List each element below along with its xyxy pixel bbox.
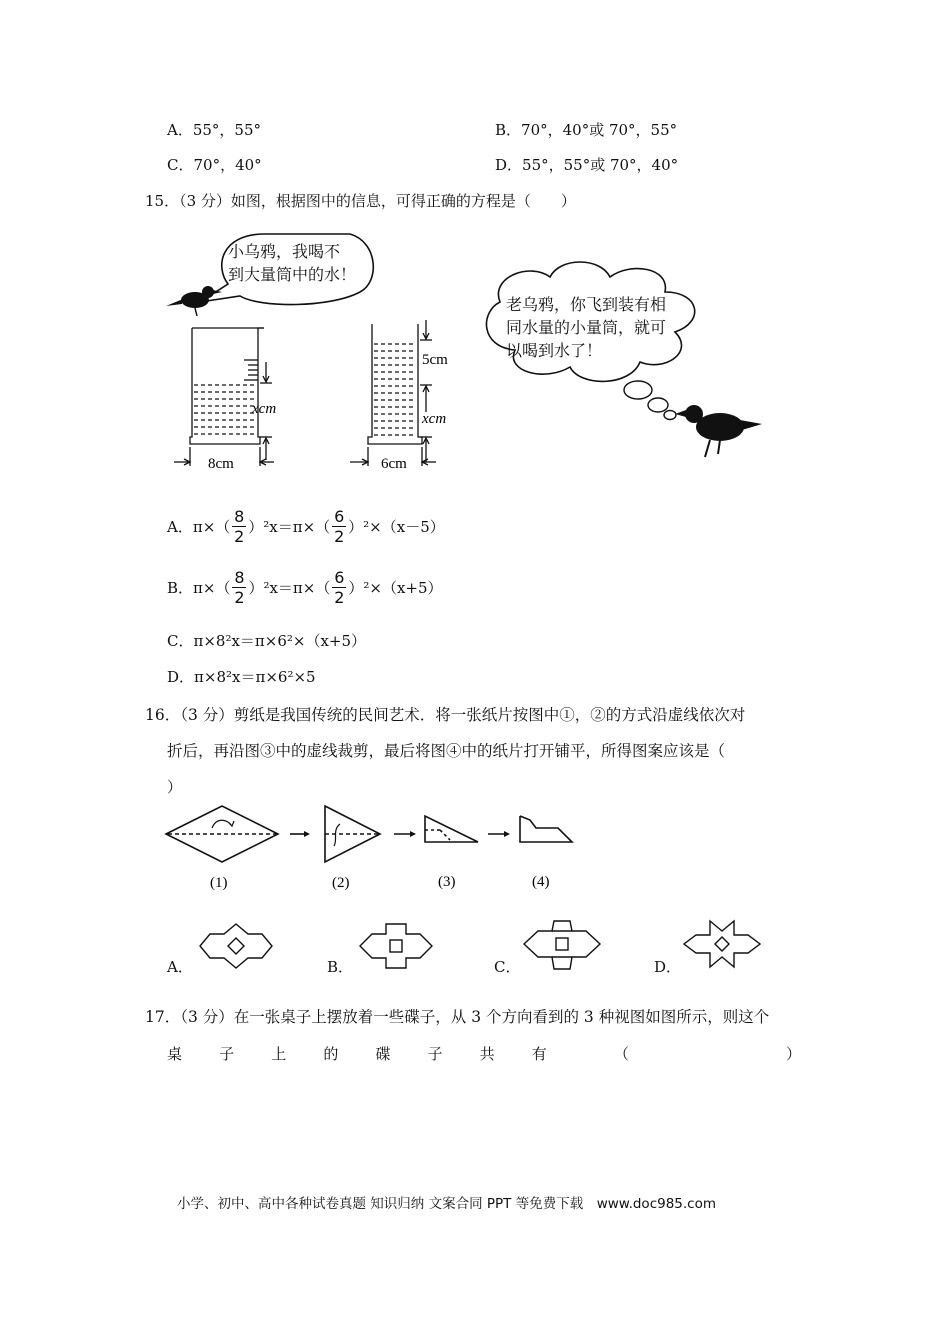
q17-stem-line1: 17．（3 分）在一张桌子上摆放着一些碟子，从 3 个方向看到的 3 种视图如图所示，则这个 [145,1008,770,1026]
q16-folding-figure [160,800,590,895]
small-cylinder-top-label: 5cm [422,352,448,368]
large-cylinder-height-label: xcm [252,401,277,417]
q16-option-b-figure [356,920,436,972]
large-cylinder-width-label: 8cm [208,456,234,472]
q14-option-d: D．55°，55°或 70°，40° [495,156,679,174]
q16-option-c-label: C． [494,958,521,976]
step-label-4: (4) [532,874,550,890]
small-cylinder [350,320,436,466]
small-cylinder-width-label: 6cm [381,456,407,472]
bubble2-line2: 同水量的小量筒，就可 [506,318,667,337]
bubble1-line2: 到大量筒中的水！ [228,265,357,284]
q16-option-a-label: A． [167,958,193,976]
q17-stem-line2: 桌 子 上 的 碟 子 共 有 （ ） [167,1045,801,1063]
bubble1-line1: 小乌鸦，我喝不 [228,242,341,261]
bubble2-line3: 以喝到水了！ [506,341,603,360]
q16-option-d-label: D． [654,958,682,976]
q16-option-a-figure [196,920,276,972]
step-label-2: (2) [332,875,350,891]
q16-option-c-figure [522,917,602,973]
q16-stem-line2: 折后，再沿图③中的虚线裁剪，最后将图④中的纸片打开铺平，所得图案应该是（ [167,742,726,760]
bubble2-line1: 老乌鸦，你飞到装有相 [506,295,667,314]
q15-stem: 15．（3 分）如图，根据图中的信息，可得正确的方程是（ ） [145,192,576,210]
page-footer: 小学、初中、高中各种试卷真题 知识归纳 文案合同 PPT 等免费下载 www.doc985.com [177,1196,717,1212]
q15-option-d: D．π×8²x＝π×6²×5 [167,668,316,686]
step-label-3: (3) [438,874,456,890]
q16-stem-line3: ） [167,778,183,796]
q16-option-b-label: B． [327,958,354,976]
large-cylinder [174,328,277,466]
q15-option-b: B．π×（ $\frac{8}{2}$ ）²x＝π×（ $\frac{6}{2}$ ）²×（x+5） [167,568,443,607]
q14-option-c: C．70°，40° [167,156,262,174]
step-label-1: (1) [210,875,228,891]
crow-icon-2 [675,405,762,457]
q15-option-a: A．π×（ $\frac{8}{2}$ ）²x＝π×（ $\frac{6}{2}$ ）²×（x－5） [167,507,445,546]
q15-option-c: C．π×8²x＝π×6²×（x+5） [167,632,367,650]
small-cylinder-height-label: xcm [422,411,447,427]
q14-option-a: A．55°，55° [167,121,262,139]
q16-stem-line1: 16．（3 分）剪纸是我国传统的民间艺术．将一张纸片按图中①，②的方式沿虚线依次对 [145,706,746,724]
q16-option-d-figure [682,917,762,973]
q14-option-b: B．70°，40°或 70°，55° [495,121,678,139]
crow-icon-1 [166,286,222,316]
